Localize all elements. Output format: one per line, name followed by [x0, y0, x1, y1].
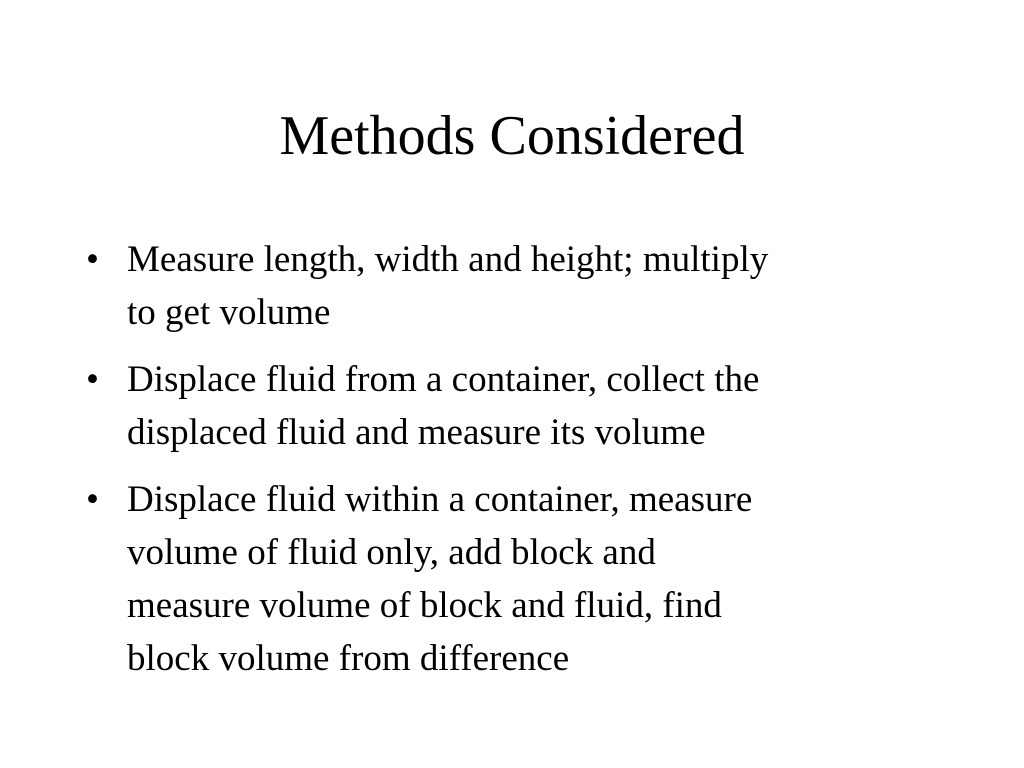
bullet-icon: •: [86, 239, 99, 280]
bullet-line: block volume from difference: [127, 638, 570, 679]
list-item: [86, 233, 946, 339]
list-item: [86, 473, 946, 685]
bullet-icon: •: [86, 359, 99, 400]
bullet-line: Displace fluid within a container, measure: [127, 479, 753, 520]
slide-title: Methods Considered: [279, 105, 745, 167]
list-item: [86, 353, 946, 459]
bullet-list: [86, 233, 946, 699]
bullet-line: Displace fluid from a container, collect the: [127, 359, 760, 400]
bullet-line: Measure length, width and height; multiply: [127, 239, 769, 280]
bullet-line: to get volume: [127, 292, 331, 333]
bullet-line: displaced fluid and measure its volume: [127, 412, 706, 453]
bullet-line: measure volume of block and fluid, find: [127, 585, 722, 626]
bullet-line: volume of fluid only, add block and: [127, 532, 656, 573]
bullet-icon: •: [86, 479, 99, 520]
